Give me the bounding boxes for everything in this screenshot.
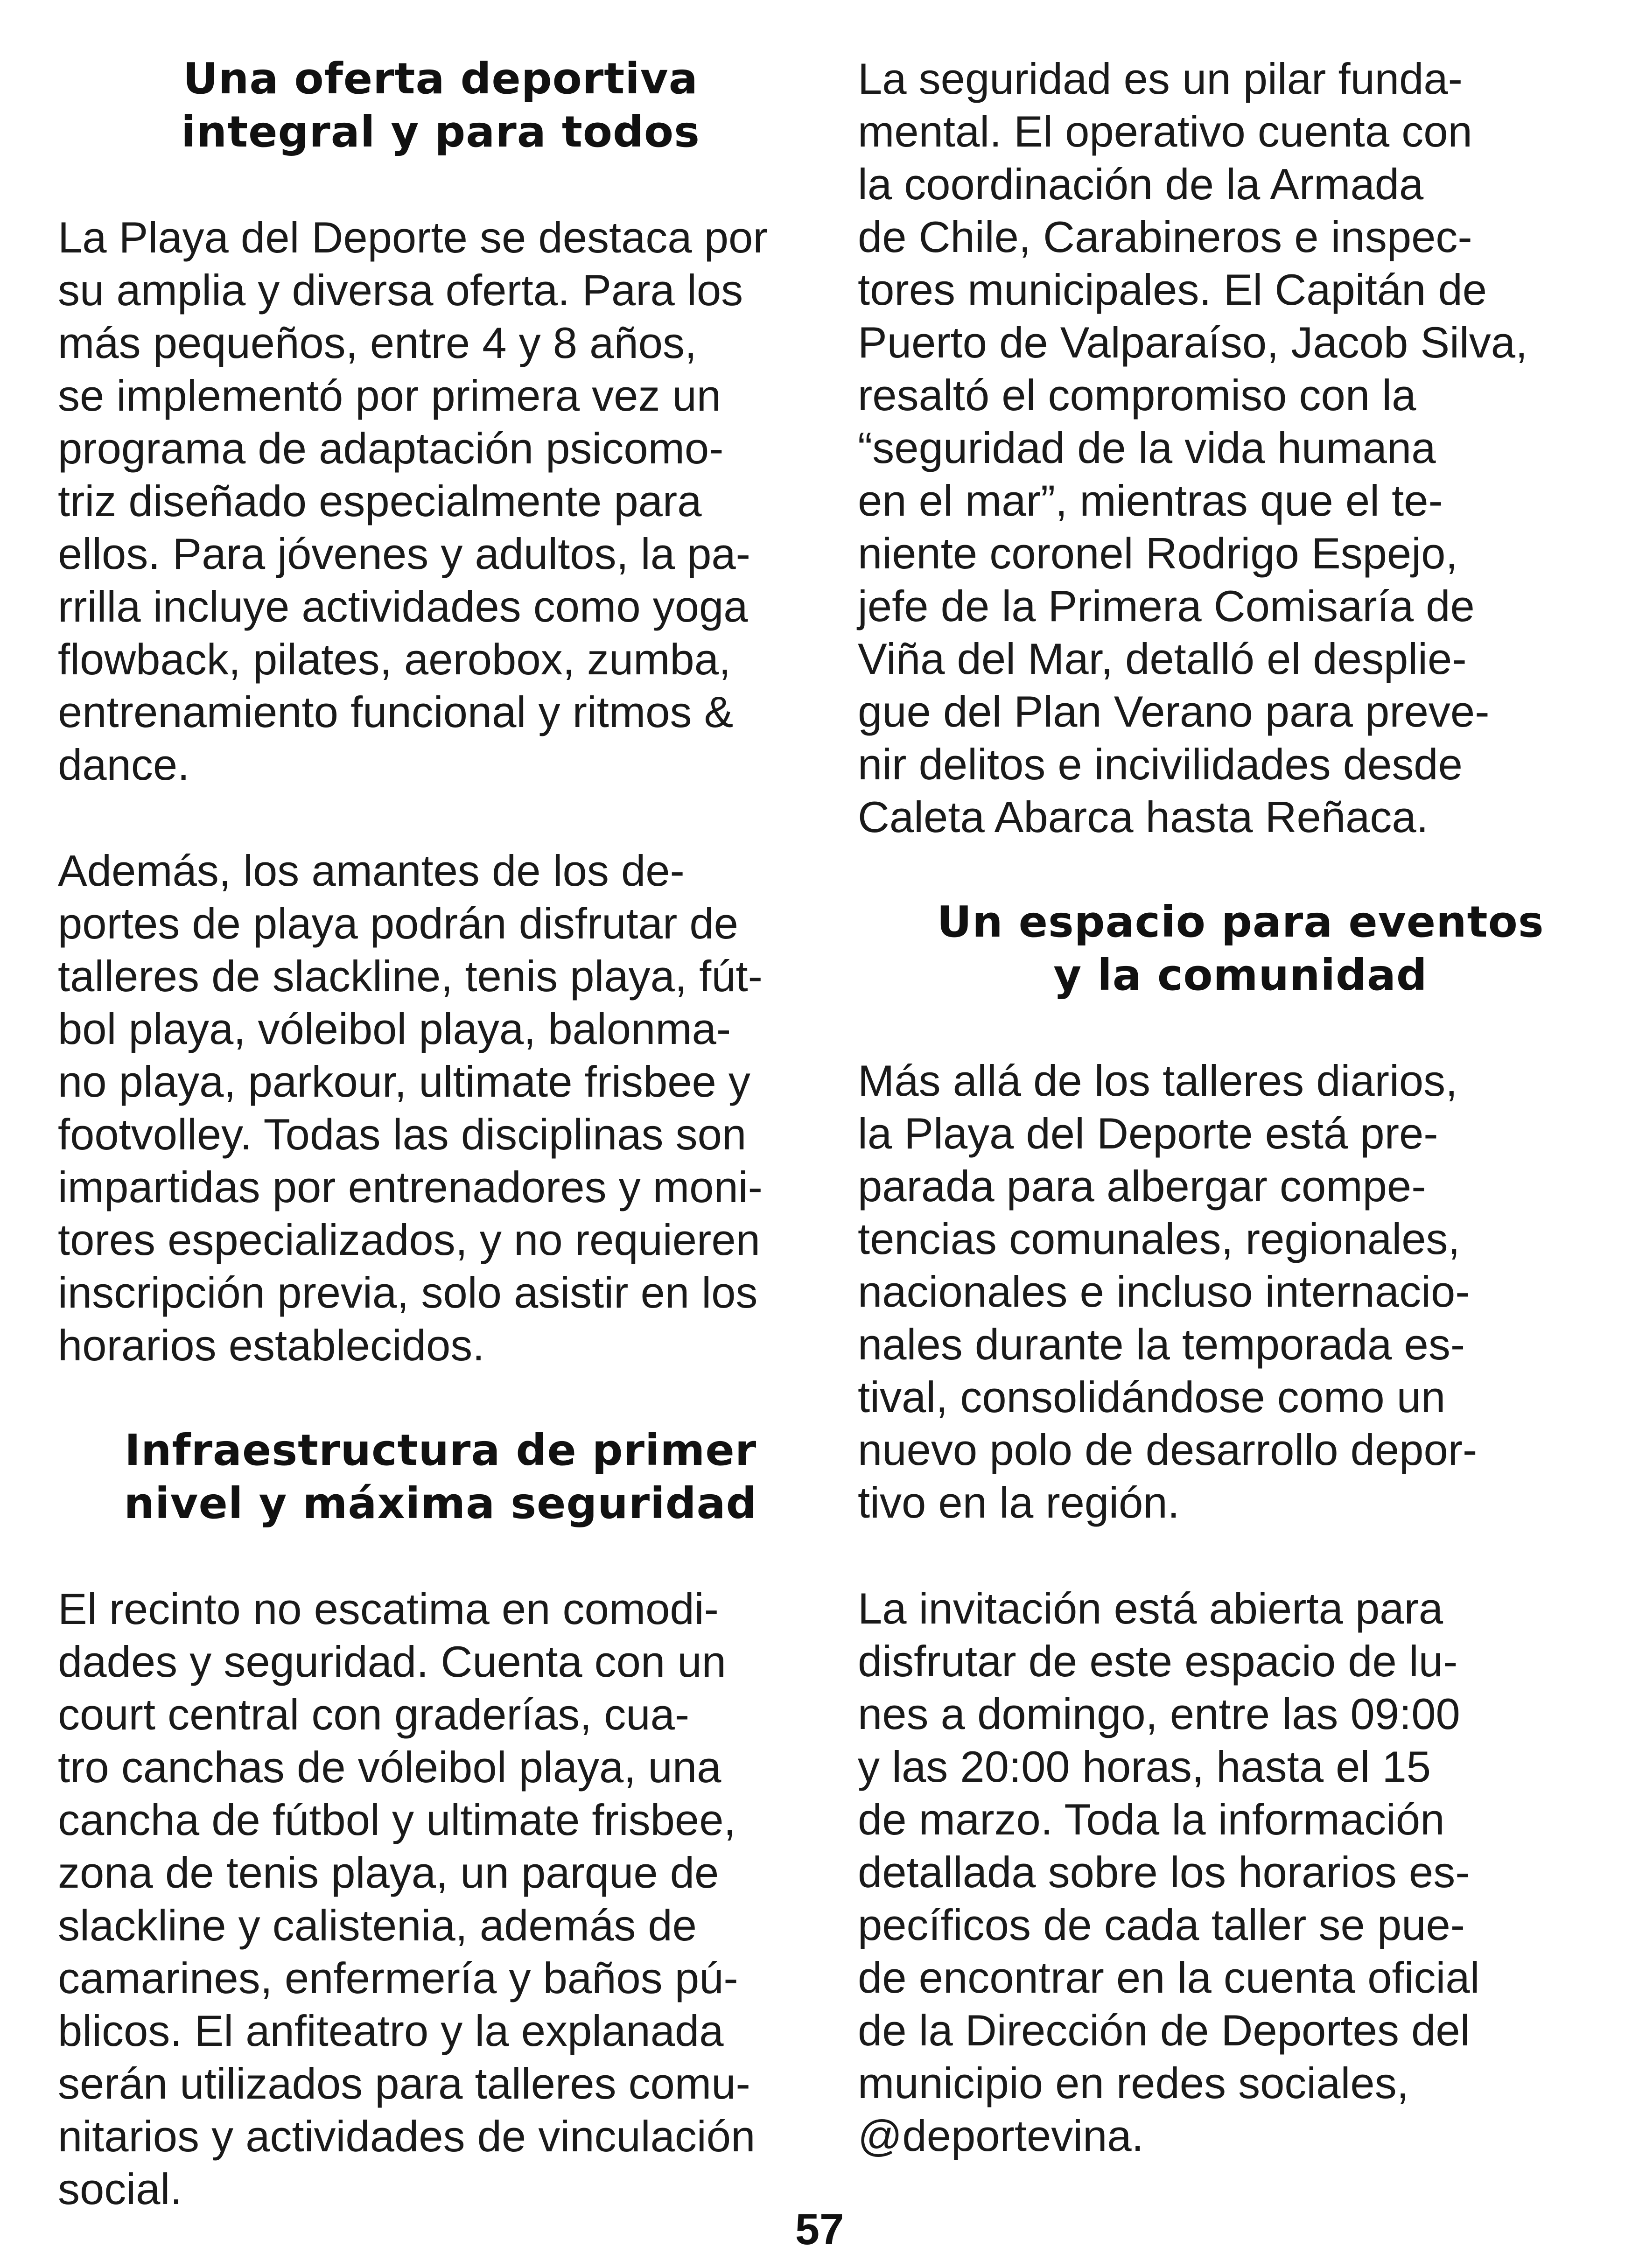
text-line: nuevo polo de desarrollo depor-	[858, 1425, 1478, 1474]
text-line: nitarios y actividades de vinculación	[58, 2112, 756, 2161]
text-line: nacionales e incluso internacio-	[858, 1267, 1470, 1316]
text-line: Puerto de Valparaíso, Jacob Silva,	[858, 318, 1528, 367]
text-line: municipio en redes sociales,	[858, 2058, 1409, 2107]
text-line: talleres de slackline, tenis playa, fút-	[58, 952, 763, 1001]
text-line: no playa, parkour, ultimate frisbee y	[58, 1057, 750, 1106]
text-line: @deportevina.	[858, 2111, 1144, 2160]
text-line: nes a domingo, entre las 09:00	[858, 1689, 1460, 1738]
paragraph-talleres-diarios	[858, 1054, 1623, 1529]
text-line: Además, los amantes de los de-	[58, 846, 685, 895]
heading-line: Infraestructura de primer	[124, 1425, 757, 1475]
text-line: la coordinación de la Armada	[858, 160, 1424, 209]
text-line: inscripción previa, solo asistir en los	[58, 1268, 758, 1317]
text-line: slackline y calistenia, además de	[58, 1901, 697, 1950]
text-line: dance.	[58, 740, 190, 789]
text-line: tores municipales. El Capitán de	[858, 265, 1487, 314]
heading-line: integral y para todos	[181, 107, 700, 157]
text-line: “seguridad de la vida humana	[858, 423, 1436, 472]
text-line: tro canchas de vóleibol playa, una	[58, 1743, 721, 1792]
heading-line: nivel y máxima seguridad	[124, 1478, 757, 1528]
heading-line: Una oferta deportiva	[183, 54, 698, 104]
text-line: horarios establecidos.	[58, 1321, 485, 1370]
paragraph-invitacion	[858, 1582, 1623, 2162]
text-line: cancha de fútbol y ultimate frisbee,	[58, 1795, 736, 1844]
heading-espacio-eventos	[858, 896, 1623, 1002]
text-line: bol playa, vóleibol playa, balonma-	[58, 1004, 731, 1053]
text-line: court central con graderías, cua-	[58, 1690, 690, 1739]
text-line: nales durante la temporada es-	[858, 1320, 1465, 1369]
heading-line: Un espacio para eventos	[937, 897, 1544, 947]
text-line: camarines, enfermería y baños pú-	[58, 1953, 738, 2002]
text-line: flowback, pilates, aerobox, zumba,	[58, 635, 731, 684]
text-line: más pequeños, entre 4 y 8 años,	[58, 318, 697, 367]
text-line: tivo en la región.	[858, 1478, 1180, 1527]
text-line: social.	[58, 2164, 182, 2213]
heading-infraestructura	[58, 1424, 823, 1530]
text-line: zona de tenis playa, un parque de	[58, 1848, 719, 1897]
text-line: impartidas por entrenadores y moni-	[58, 1162, 763, 1211]
paragraph-deportes-playa	[58, 844, 823, 1372]
text-line: parada para albergar compe-	[858, 1162, 1426, 1211]
heading-oferta-deportiva	[58, 52, 823, 159]
text-line: tores especializados, y no requieren	[58, 1215, 760, 1264]
left-column	[58, 52, 823, 2215]
text-line: serán utilizados para talleres comu-	[58, 2059, 750, 2108]
paragraph-recinto	[58, 1582, 823, 2215]
text-line: su amplia y diversa oferta. Para los	[58, 266, 743, 315]
text-line: blicos. El anfiteatro y la explanada	[58, 2006, 724, 2055]
text-line: ellos. Para jóvenes y adultos, la pa-	[58, 529, 750, 578]
text-line: de marzo. Toda la información	[858, 1795, 1445, 1844]
text-line: programa de adaptación psicomo-	[58, 424, 724, 473]
text-line: tencias comunales, regionales,	[858, 1214, 1460, 1263]
text-line: se implementó por primera vez un	[58, 371, 721, 420]
text-line: la Playa del Deporte está pre-	[858, 1109, 1438, 1158]
text-line: pecíficos de cada taller se pue-	[858, 1900, 1465, 1949]
text-line: detallada sobre los horarios es-	[858, 1848, 1470, 1897]
text-line: entrenamiento funcional y ritmos &	[58, 687, 734, 736]
text-line: La seguridad es un pilar funda-	[858, 54, 1463, 103]
text-line: tival, consolidándose como un	[858, 1372, 1446, 1421]
paragraph-oferta	[58, 211, 823, 791]
text-line: La invitación está abierta para	[858, 1584, 1443, 1633]
text-line: El recinto no escatima en comodi-	[58, 1584, 719, 1633]
text-line: mental. El operativo cuenta con	[858, 107, 1472, 156]
text-line: jefe de la Primera Comisaría de	[858, 581, 1475, 630]
text-line: Viña del Mar, detalló el desplie-	[858, 634, 1467, 683]
text-line: rrilla incluye actividades como yoga	[58, 582, 748, 631]
page-number: 57	[795, 2205, 844, 2254]
text-line: de encontrar en la cuenta oficial	[858, 1953, 1480, 2002]
text-line: dades y seguridad. Cuenta con un	[58, 1637, 726, 1686]
text-line: triz diseñado especialmente para	[58, 476, 702, 525]
paragraph-seguridad	[858, 52, 1623, 843]
text-line: gue del Plan Verano para preve-	[858, 687, 1490, 736]
text-line: y las 20:00 horas, hasta el 15	[858, 1742, 1431, 1791]
text-line: niente coronel Rodrigo Espejo,	[858, 529, 1458, 578]
text-line: Caleta Abarca hasta Reñaca.	[858, 792, 1429, 841]
text-line: nir delitos e incivilidades desde	[858, 740, 1463, 789]
text-line: en el mar”, mientras que el te-	[858, 476, 1443, 525]
text-line: de Chile, Carabineros e inspec-	[858, 212, 1472, 261]
text-line: de la Dirección de Deportes del	[858, 2006, 1470, 2055]
heading-line: y la comunidad	[1053, 950, 1428, 1000]
text-line: Más allá de los talleres diarios,	[858, 1056, 1458, 1105]
text-line: resaltó el compromiso con la	[858, 371, 1416, 420]
text-line: footvolley. Todas las disciplinas son	[58, 1110, 747, 1159]
text-line: La Playa del Deporte se destaca por	[58, 213, 768, 262]
text-line: portes de playa podrán disfrutar de	[58, 899, 738, 948]
right-column	[858, 52, 1623, 2162]
text-line: disfrutar de este espacio de lu-	[858, 1637, 1458, 1686]
